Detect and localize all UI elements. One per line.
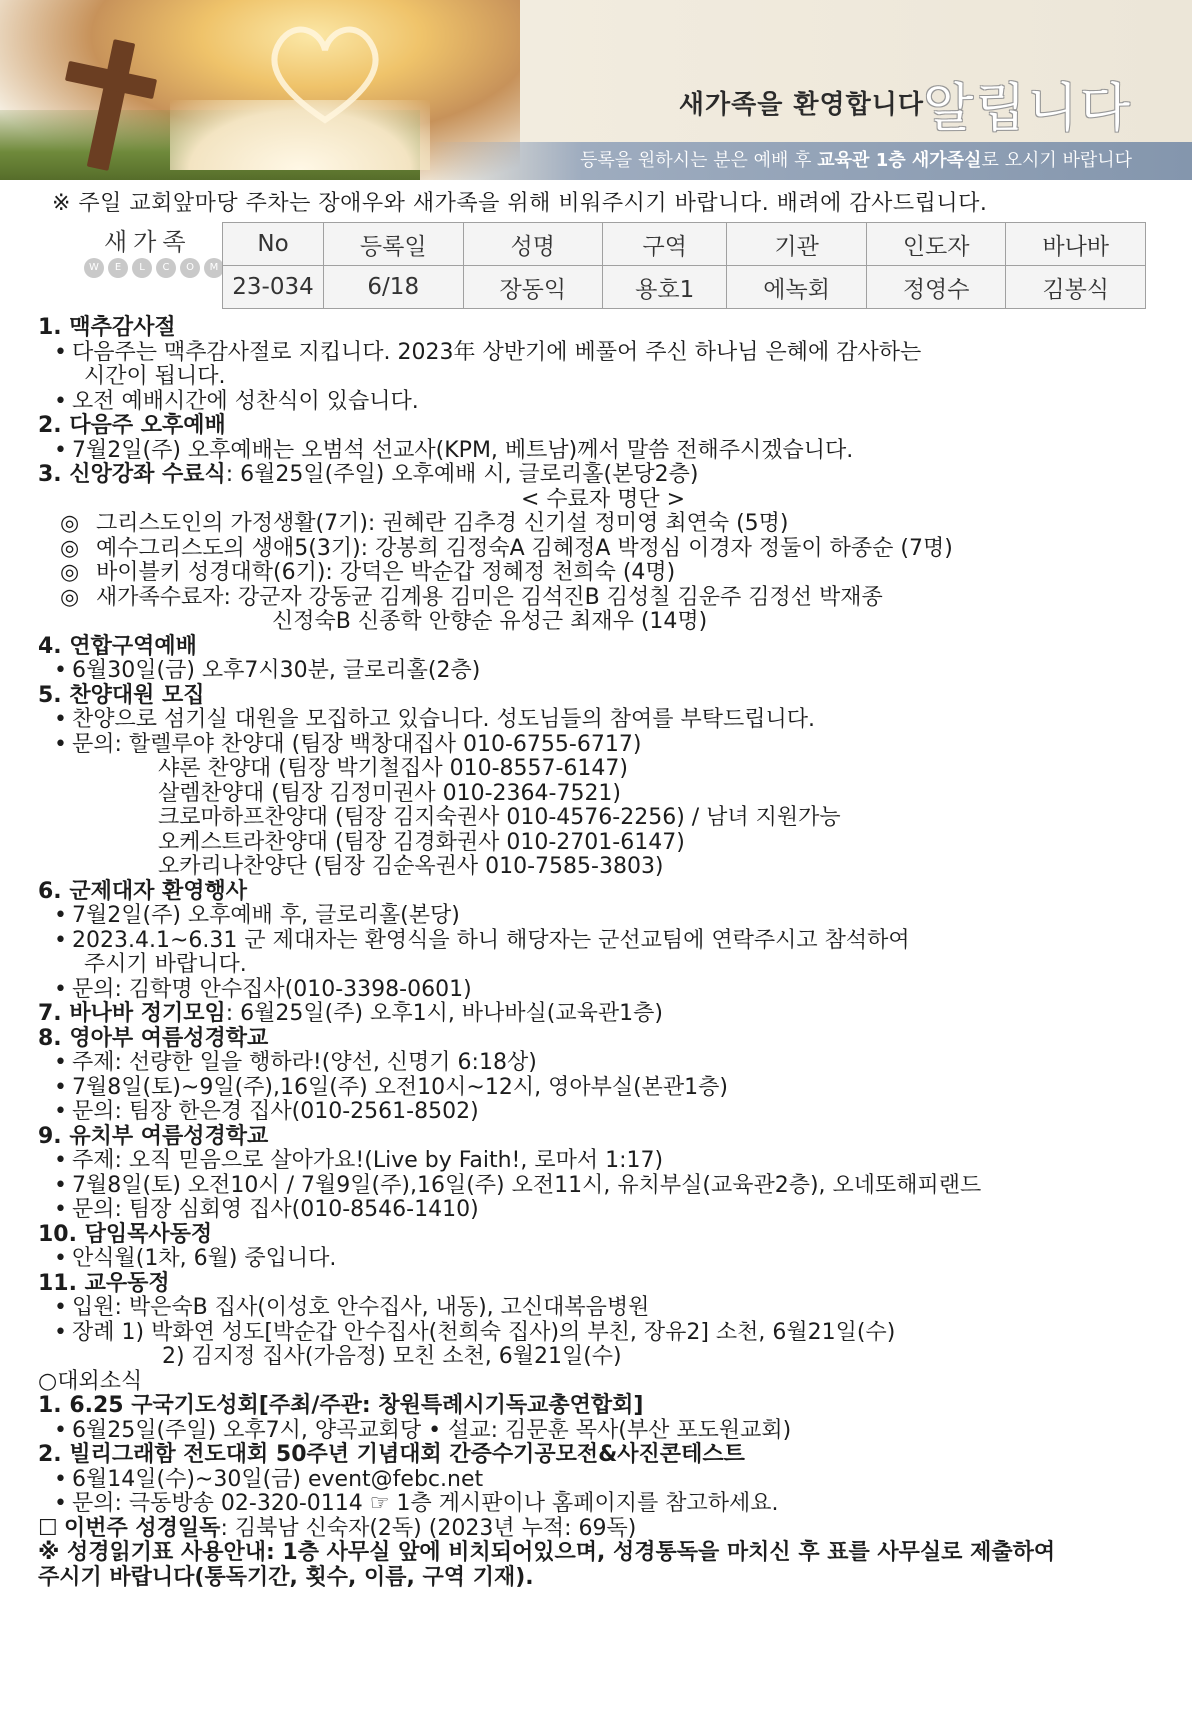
new-family-label: 새가족 — [104, 228, 192, 256]
col-header: 구역 — [603, 223, 727, 266]
choir-contact: 오카리나찬양단 (팀장 김순옥권사 010-7585-3803) — [158, 854, 664, 879]
bullet-continued: 주시기 바랍니다. — [84, 952, 247, 977]
section-title: 6. 군제대자 환영행사 — [38, 878, 247, 904]
new-family-table — [222, 222, 1146, 309]
reading-chart-notice: ※ 성경읽기표 사용안내: 1층 사무실 앞에 비치되어있으며, 성경통독을 마치신 후 표를 사무실로 제출하여 — [38, 1540, 1056, 1565]
bullet: • 7월8일(토) 오전10시 / 7월9일(주),16일(주) 오전11시, 유치부실(교육관2층), 오네또해피랜드 — [38, 1174, 1168, 1199]
page-title: 알립니다 — [923, 79, 1132, 139]
bullet: • 주제: 오직 믿음으로 살아가요!(Live by Faith!, 로마서 1:17) — [38, 1149, 1168, 1174]
cell-guide: 정영수 — [866, 266, 1006, 309]
bullet: • 오전 예배시간에 성찬식이 있습니다. — [38, 390, 1168, 415]
col-header: 기관 — [727, 223, 867, 266]
bullet: • 문의: 김학명 안수집사(010-3398-0601) — [38, 978, 1168, 1003]
section-detail: : 6월25일(주일) 오후예배 시, 글로리홀(본당2층) — [225, 462, 699, 487]
bullet-continued: 시간이 됩니다. — [84, 364, 226, 389]
table-row — [223, 266, 1146, 309]
bullet: • 6월14일(수)~30일(금) event@febc.net — [38, 1468, 1168, 1493]
bullet: • 문의: 극동방송 02-320-0114 ☞ 1층 게시판이나 홈페이지를 참고하세요. — [38, 1492, 1168, 1517]
bullet: • 문의: 할렐루야 찬양대 (팀장 백창대집사 010-6755-6717) — [38, 733, 1168, 758]
welcome-letter: M — [204, 258, 224, 278]
welcome-letter: W — [84, 258, 104, 278]
graduate-line: ◎ 바이블키 성경대학(6기): 강덕은 박순갑 정혜정 천희숙 (4명) — [38, 561, 1168, 586]
col-header: 바나바 — [1006, 223, 1146, 266]
section-title: 4. 연합구역예배 — [38, 633, 197, 659]
graduate-line-continued: 신정숙B 신종학 안향순 유성근 최재우 (14명) — [272, 609, 708, 634]
bullet: • 7월8일(토)~9일(주),16일(주) 오전10시~12시, 영아부실(본관1층) — [38, 1076, 1168, 1101]
external-item-title: 1. 6.25 구국기도성회[주최/주관: 창원특례시기독교총연합회] — [38, 1393, 644, 1418]
bible-reading-line — [38, 1517, 1168, 1542]
col-header: 인도자 — [866, 223, 1006, 266]
col-header: 성명 — [463, 223, 603, 266]
parking-notice: ※ 주일 교회앞마당 주차는 장애우와 새가족을 위해 비워주시기 바랍니다. 배려에 감사드립니다. — [52, 191, 988, 216]
section-title: 2. 다음주 오후예배 — [38, 413, 226, 438]
external-item-title: 2. 빌리그래함 전도대회 50주년 기념대회 간증수기공모전&사진콘테스트 — [38, 1442, 745, 1467]
bullet: • 7월2일(주) 오후예배 후, 글로리홀(본당) — [38, 904, 1168, 929]
bullet: • 7월2일(주) 오후예배는 오범석 선교사(KPM, 베트남)께서 말씀 전해주시겠습니다. — [38, 439, 1168, 464]
bullet: • 6월30일(금) 오후7시30분, 글로리홀(2층) — [38, 659, 1168, 684]
graduates-heading: < 수료자 명단 > — [520, 486, 686, 512]
cell-district: 용호1 — [603, 266, 727, 309]
col-header: No — [223, 223, 324, 266]
welcome-letter: C — [156, 258, 176, 278]
bullet: • 2023.4.1~6.31 군 제대자는 환영식을 하니 해당자는 군선교팀에 연락주시고 참석하여 — [38, 929, 1168, 954]
bullet: • 문의: 팀장 심회영 집사(010-8546-1410) — [38, 1198, 1168, 1223]
bullet: • 문의: 팀장 한은경 집사(010-2561-8502) — [38, 1100, 1168, 1125]
cell-date: 6/18 — [324, 266, 464, 309]
section-title: 8. 영아부 여름성경학교 — [38, 1025, 269, 1051]
choir-contact: 오케스트라찬양대 (팀장 김경화권사 010-2701-6147) — [158, 829, 685, 855]
choir-contact: 크로마하프찬양대 (팀장 김지숙권사 010-4576-2256) / 남녀 지원가능 — [158, 805, 841, 830]
cell-barnabas: 김봉식 — [1006, 266, 1146, 309]
cell-no: 23-034 — [223, 266, 324, 309]
cell-name: 장동익 — [463, 266, 603, 309]
bible-reading-detail: : 김북남 신숙자(2독) (2023년 누적: 69독) — [220, 1515, 637, 1541]
choir-contact: 살렘찬양대 (팀장 김정미권사 010-2364-7521) — [158, 780, 622, 806]
welcome-letter: E — [108, 258, 128, 278]
section-title: 3. 신앙강좌 수료식 — [38, 462, 226, 487]
welcome-letter: O — [180, 258, 200, 278]
graduate-line: ◎ 새가족수료자: 강군자 강동균 김계용 김미은 김석진B 김성칠 김운주 김정선 박재종 — [38, 586, 1168, 611]
bullet: • 장례 1) 박화연 성도[박순갑 안수집사(천희숙 집사)의 부친, 장유2] 소천, 6월21일(수) — [38, 1321, 1168, 1346]
welcome-letter: L — [132, 258, 152, 278]
bible-reading-title: ☐ 이번주 성경일독 — [38, 1516, 220, 1541]
graduate-line: ◎ 예수그리스도의 생애5(3기): 강봉희 김정숙A 김혜정A 박정심 이경자 정둘이 하종순 (7명) — [38, 537, 1168, 562]
bullet: • 찬양으로 섬기실 대원을 모집하고 있습니다. 성도님들의 참여를 부탁드립니다. — [38, 708, 1168, 733]
announcements — [38, 316, 1168, 1590]
bullet: • 주제: 선량한 일을 행하라!(양선, 신명기 6:18상) — [38, 1051, 1168, 1076]
bullet: • 다음주는 맥추감사절로 지킵니다. 2023年 상반기에 베풀어 주신 하나님 은혜에 감사하는 — [38, 341, 1168, 366]
section-title-line — [38, 1002, 1168, 1027]
section-title: 1. 맥추감사절 — [38, 315, 176, 340]
section-title: 10. 담임목사동정 — [38, 1221, 213, 1247]
bullet-continued: 2) 김지정 집사(가음정) 모친 소천, 6월21일(수) — [162, 1344, 622, 1369]
section-title-line — [38, 463, 1168, 488]
bullet: • 입원: 박은숙B 집사(이성호 안수집사, 내동), 고신대복음병원 — [38, 1296, 1168, 1321]
section-title: 5. 찬양대원 모집 — [38, 682, 205, 708]
choir-contact: 샤론 찬양대 (팀장 박기철집사 010-8557-6147) — [158, 756, 629, 781]
cell-group: 에녹회 — [727, 266, 867, 309]
graduate-line: ◎ 그리스도인의 가정생활(7기): 권혜란 김추경 신기설 정미영 최연숙 (5명) — [38, 512, 1168, 537]
col-header: 등록일 — [324, 223, 464, 266]
external-news-title: ○대외소식 — [38, 1368, 143, 1394]
welcome-text: 새가족을 환영합니다 — [678, 90, 924, 120]
table-header-row — [223, 223, 1146, 266]
section-title: 9. 유치부 여름성경학교 — [38, 1123, 269, 1149]
section-detail: : 6월25일(주) 오후1시, 바나바실(교육관1층) — [225, 1001, 663, 1026]
bullet: • 6월25일(주일) 오후7시, 양곡교회당 • 설교: 김문훈 목사(부산 포도원교회) — [38, 1419, 1168, 1444]
header-banner — [0, 0, 1192, 180]
heart-icon — [260, 20, 390, 130]
reading-chart-notice-continued: 주시기 바랍니다(통독기간, 횟수, 이름, 구역 기재). — [38, 1564, 534, 1590]
registration-bar: 등록을 원하시는 분은 예배 후 교육관 1층 새가족실로 오시기 바랍니다 — [430, 142, 1192, 180]
bullet: • 안식월(1차, 6월) 중입니다. — [38, 1247, 1168, 1272]
section-title: 7. 바나바 정기모임 — [38, 1001, 226, 1026]
section-title: 11. 교우동정 — [38, 1270, 170, 1296]
